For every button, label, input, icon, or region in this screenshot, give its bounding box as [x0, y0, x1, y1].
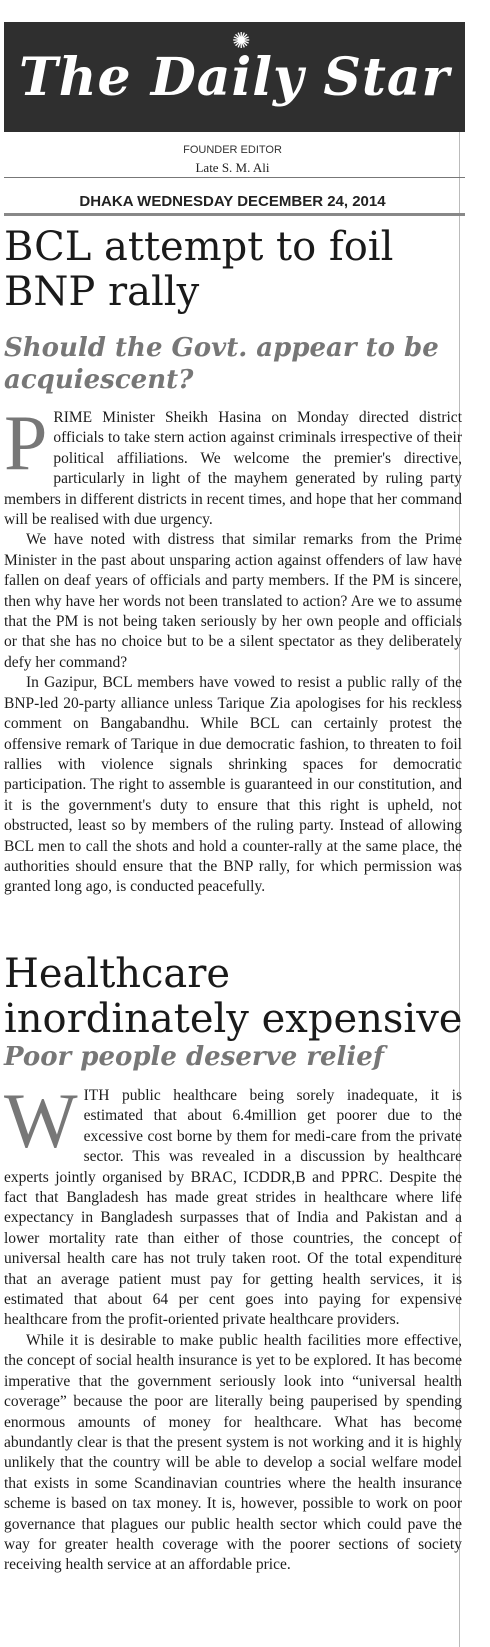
divider	[4, 213, 465, 216]
paragraph: PRIME Minister Sheikh Hasina on Monday directed district officials to take stern action against criminals irrespective of their political affiliations. We welcome the premier's directive, particularly in light of the mayhem generated by ruling party members in different districts in recent times, and hope that her command will be realised with due urgency.	[4, 399, 462, 529]
paragraph: WITH public healthcare being sorely inadequate, it is estimated that about 6.4million get poorer due to the excessive cost borne by them for medi-care from the private sector. This was revealed in a discussion by healthcare experts jointly organised by BRAC, ICDDR,B and PPRC. Despite the fact that Bangladesh has made great strides in healthcare where life expectancy in Bangladesh surpasses that of India and Pakistan and a lower mortality rate than either of those countries, the concept of universal health care has not truly taken root. Of the total expenditure that an average patient must pay for getting health services, it is estimated that about 64 per cent goes into paying for expensive healthcare from the profit-oriented private healthcare providers.	[4, 1077, 462, 1329]
editorial-headline: Healthcare inordinately expensive	[4, 951, 463, 1042]
star-burst-icon: ✺	[232, 28, 251, 53]
paragraph: While it is desirable to make public health facilities more effective, the concept of social health insurance is yet to be explored. It has become imperative that the government seriously look into “universal health coverage” because the poor are literally being pauperised by spending enormous amounts of money for healthcare. What has become abundantly clear is that the present system is not working and it is highly unlikely that the country will be able to develop a social welfare model that exists in some Scandinavian countries where the health insurance scheme is based on tax money. It is, however, possible to work on poor governance that plagues our public health sector which could pave the way for greater health coverage with the poorer sections of society receiving health service at an affordable price.	[4, 1331, 462, 1574]
editorial-body	[4, 1077, 462, 1576]
drop-cap: W	[4, 1077, 78, 1164]
editorial-subhead: Should the Govt. appear to be acquiescent?	[4, 333, 439, 395]
editorial-headline: BCL attempt to foil BNP rally	[4, 224, 394, 315]
divider	[4, 177, 465, 178]
founder-name: Late S. M. Ali	[195, 160, 270, 175]
paragraph: In Gazipur, BCL members have vowed to resist a public rally of the BNP-led 20-party alliance unless Tarique Zia apologises for his reckless comment on Bangabandhu. While BCL can certainly protest the offensive remark of Tarique in due democratic fashion, to threaten to foil rallies with violence signals shrinking spaces for democratic participation. The right to assemble is guaranteed in our constitution, and it is the government's duty to ensure that this right is upheld, not obstructed, least so by members of the ruling party. Instead of allowing BCL men to call the shots and hold a counter-rally at the same place, the authorities should ensure that the BNP rally, for which permission was granted long ago, is conducted peacefully.	[4, 674, 462, 896]
dateline: DHAKA WEDNESDAY DECEMBER 24, 2014	[79, 193, 386, 210]
drop-cap: P	[4, 399, 48, 486]
editorial-subhead: Poor people deserve relief	[4, 1042, 385, 1072]
masthead	[4, 22, 465, 132]
founder-label: FOUNDER EDITOR	[183, 144, 282, 156]
masthead-title: The Daily Star	[19, 46, 450, 108]
paragraph: We have noted with distress that similar remarks from the Prime Minister in the past about unsparing action against offenders of law have fallen on deaf years of officials and party members. If the PM is sincere, then why have her words not been translated to action? Are we to assume that the PM is not being taken seriously by her own people and officials or that she has no choice but to be a silent spectator as they deliberately defy her command?	[4, 531, 462, 671]
editorial-body	[4, 399, 462, 898]
